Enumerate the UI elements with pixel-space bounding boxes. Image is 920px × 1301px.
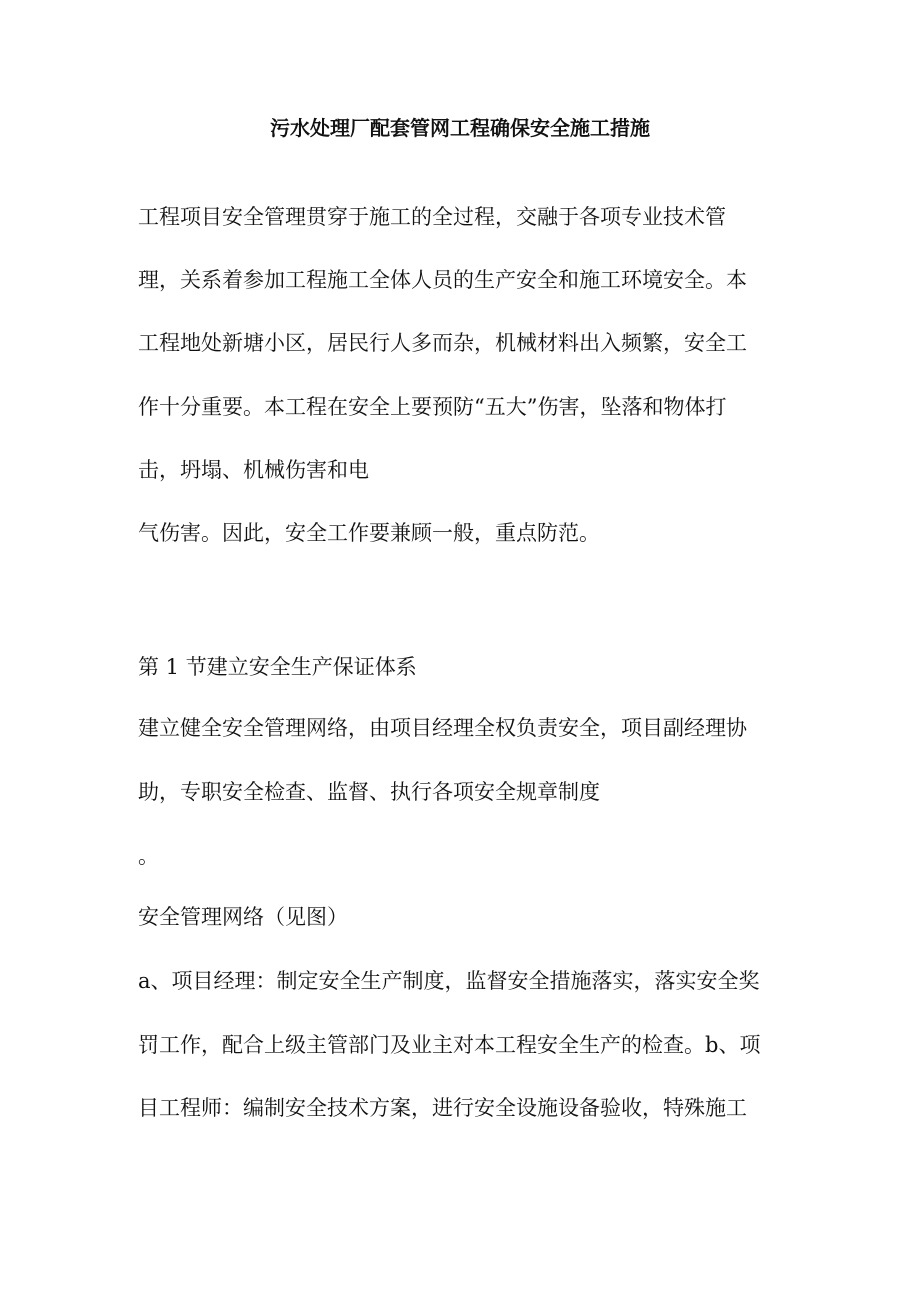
intro-line-3: 工程地处新塘小区，居民行人多而杂，机械材料出入频繁，安全工 (138, 331, 747, 355)
section-line-3: 。 (138, 844, 159, 868)
network-label: 安全管理网络（见图） (138, 905, 348, 929)
section-heading: 第 1 节建立安全生产保证体系 (138, 655, 417, 679)
intro-line-6: 气伤害。因此，安全工作要兼顾一般，重点防范。 (138, 521, 600, 545)
intro-line-5: 击，坍塌、机械伤害和电 (138, 458, 369, 482)
section-line-1: 建立健全安全管理网络，由项目经理全权负责安全，项目副经理协 (138, 716, 747, 740)
intro-line-1: 工程项目安全管理贯穿于施工的全过程，交融于各项专业技术管 (138, 205, 726, 229)
role-line-1: a、项目经理：制定安全生产制度，监督安全措施落实，落实安全奖 (138, 969, 760, 993)
section-line-2: 助，专职安全检查、监督、执行各项安全规章制度 (138, 780, 600, 804)
intro-line-4: 作十分重要。本工程在安全上要预防“五大”伤害，坠落和物体打 (138, 395, 727, 419)
intro-line-2: 理，关系着参加工程施工全体人员的生产安全和施工环境安全。本 (138, 268, 747, 292)
role-line-2: 罚工作，配合上级主管部门及业主对本工程安全生产的检查。b、项 (138, 1033, 761, 1057)
role-line-3: 目工程师：编制安全技术方案，进行安全设施设备验收，特殊施工 (138, 1096, 747, 1120)
document-title: 污水处理厂配套管网工程确保安全施工措施 (270, 116, 650, 140)
